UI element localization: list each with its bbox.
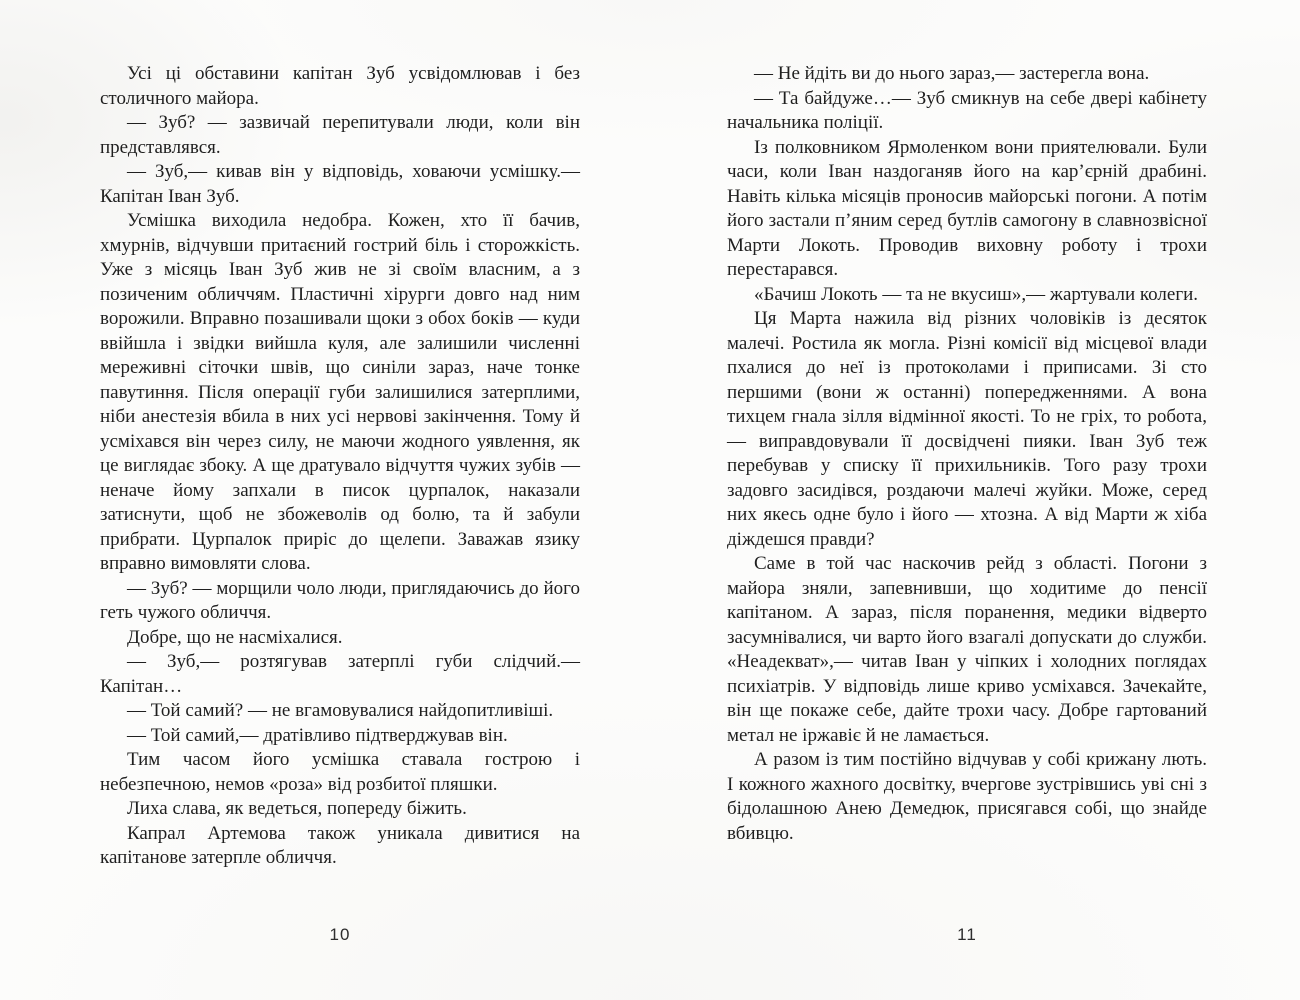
paragraph: Тим часом його усмішка ставала гострою і небезпечною, немов «роза» від розбитої пляшки. [100, 749, 580, 795]
paragraph: Саме в той час наскочив рейд з області. Погони з майора зняли, запевнивши, що ходитиме до пенсії капітаном. А зараз, після поранення, медики відверто засумнівалися, чи варто його взагалі допускати до служби. «Неадекват»,— читав Іван у чіпких і холодних поглядах психіатрів. У відповідь лише криво усміхався. Зачекайте, він ще покаже себе, дайте трохи часу. Добре гартований метал не іржавіє й не ламається. [727, 553, 1207, 746]
paragraph: А разом із тим постійно відчував у собі крижану лють. І кожного жахного досвітку, вчергове зустрівшись уві сні з бідолашною Анею Демедюк, присягався собі, що знайде вбивцю. [727, 749, 1207, 844]
paragraph: — Зуб,— кивав він у відповідь, ховаючи усмішку.— Капітан Іван Зуб. [100, 161, 580, 207]
paragraph: — Зуб? — зазвичай перепитували люди, коли він представлявся. [100, 112, 580, 158]
paragraph: Ця Марта нажила від різних чоловіків із десяток малечі. Ростила як могла. Різні комісії від місцевої влади пхалися до неї із протоколами і приписами. Зі сто першими (вони ж останні) попередженнями. А вона тихцем гнала зілля відмінної якості. То не гріх, то робота,— виправдовували її досвідчені пияки. Іван Зуб теж перебував у списку її прихильників. Того разу трохи задовго засидівся, роздаючи малечі жуйки. Може, серед них якесь одне було і його — хтозна. А від Марти ж хіба діждешся правди? [727, 308, 1207, 550]
paragraph: — Той самий,— дратівливо підтверджував він. [127, 724, 508, 746]
paragraph: Капрал Артемова також уникала дивитися на капітанове затерпле обличчя. [100, 822, 580, 868]
page-right-text-column [727, 0, 1207, 846]
paragraph: — Зуб,— розтягував затерплі губи слідчий.— Капітан… [100, 651, 580, 697]
paragraph: Із полковником Ярмоленком вони приятелювали. Були часи, коли Іван наздоганяв його на кар’єрній драбині. Навіть кілька місяців проносив майорські погони. А потім його застали п’яним серед бутлів самогону в славнозвісної Марти Локоть. Проводив виховну роботу і трохи перестарався. [727, 136, 1207, 280]
paragraph: Усі ці обставини капітан Зуб усвідомлював і без столичного майора. [100, 63, 580, 109]
paragraph: «Бачиш Локоть — та не вкусиш»,— жартували колеги. [754, 283, 1199, 305]
page-left [100, 0, 580, 1000]
page-number-right: 11 [957, 925, 977, 944]
paragraph: — Той самий? — не вгамовувалися найдопитливіші. [127, 700, 554, 721]
page-right [727, 0, 1207, 1000]
paragraph: — Не йдіть ви до нього зараз,— застерегла вона. [754, 63, 1150, 84]
paragraph: Лиха слава, як ведеться, попереду біжить. [127, 798, 467, 819]
paragraph: Добре, що не насміхалися. [127, 626, 343, 648]
paragraph: Усмішка виходила недобра. Кожен, хто її бачив, хмурнів, відчувши притаєний гострий біль і сторожкість. Уже з місяць Іван Зуб жив не зі своїм власним, а з позиченим обличчям. Пластичні хірурги довго над ним ворожили. Вправно позашивали щоки з обох боків — куди ввійшла і звідки вийшла куля, але залишили численні мереживні сіточки швів, що синіли зараз, наче тонке павутиння. Після операції губи залишилися затерплими, ніби анестезія вбила в них усі нервові закінчення. Тому й усміхався він через силу, не маючи жодного уявлення, як це виглядає збоку. А ще дратувало відчуття чужих зубів — неначе йому запхали в писок цурпалок, наказали затиснути, щоб не збожеволів од болю, та й забули прибрати. Цурпалок приріс до щелепи. Заважав язику вправно вимовляти слова. [100, 210, 580, 574]
paragraph: — Зуб? — морщили чоло люди, приглядаючись до його геть чужого обличчя. [100, 577, 580, 623]
paragraph: — Та байдуже…— Зуб смикнув на себе двері кабінету начальника поліції. [727, 87, 1207, 133]
page-number-left: 10 [329, 925, 351, 944]
page-left-text-column [100, 0, 580, 871]
